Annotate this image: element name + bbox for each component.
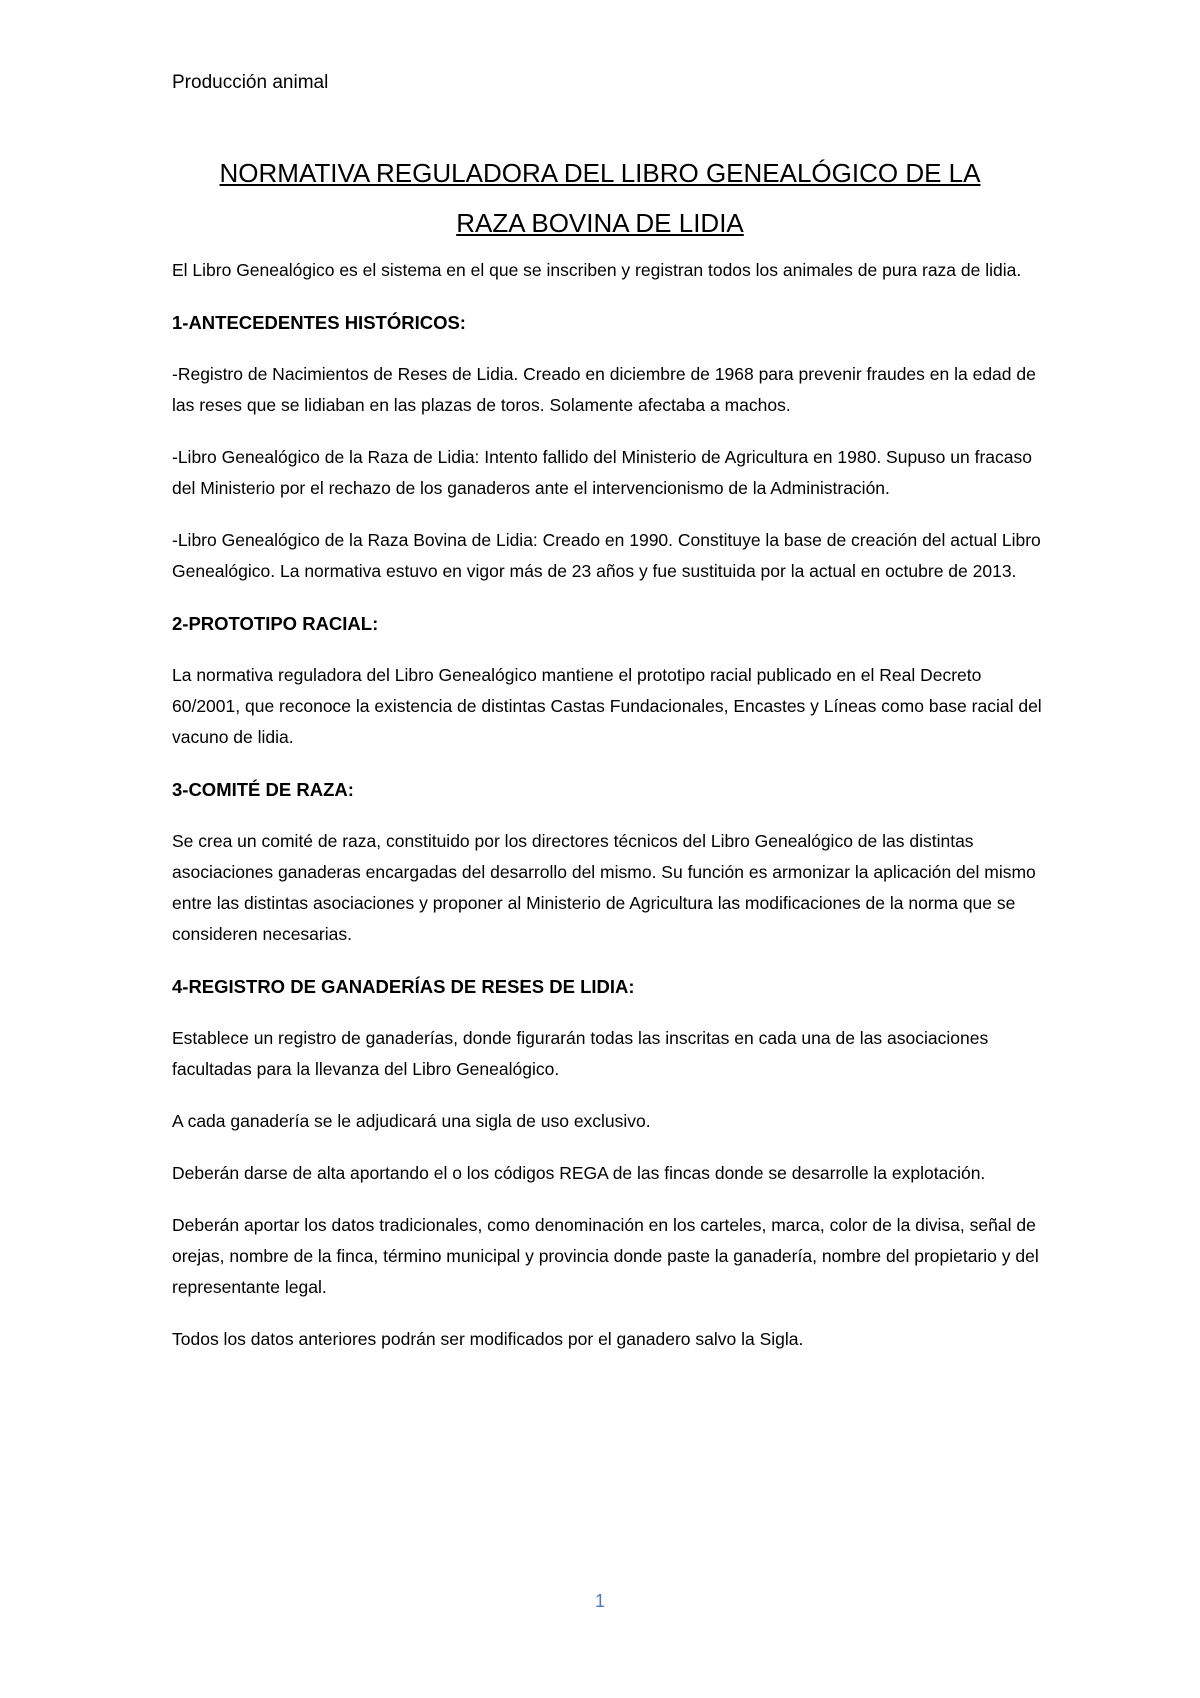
paragraph: La normativa reguladora del Libro Genealógico mantiene el prototipo racial publicado en el Real Decreto 60/2001, que reconoce la existencia de distintas Castas Fundacionales, Encastes y Líneas como base racial del vacuno de lidia.	[172, 665, 1042, 747]
paragraph: -Libro Genealógico de la Raza de Lidia: Intento fallido del Ministerio de Agricultura en 1980. Supuso un fracaso del Ministerio por el rechazo de los ganaderos ante el intervencionismo de la Administración.	[172, 447, 1032, 498]
paragraph: Se crea un comité de raza, constituido por los directores técnicos del Libro Genealógico de las distintas asociaciones ganaderas encargadas del desarrollo del mismo. Su función es armonizar la aplicación del mismo entre las distintas asociaciones y proponer al Ministerio de Agricultura las modificaciones de la norma que se consideren necesarias.	[172, 831, 1036, 944]
paragraph: Establece un registro de ganaderías, donde figurarán todas las inscritas en cada una de las asociaciones facultadas para la llevanza del Libro Genealógico.	[172, 1028, 989, 1079]
section-heading: 4-REGISTRO DE GANADERÍAS DE RESES DE LIDIA:	[172, 976, 635, 997]
paragraph: -Registro de Nacimientos de Reses de Lidia. Creado en diciembre de 1968 para prevenir fraudes en la edad de las reses que se lidiaban en las plazas de toros. Solamente afectaba a machos.	[172, 364, 1036, 415]
section-heading: 2-PROTOTIPO RACIAL:	[172, 613, 379, 634]
section-heading: 1-ANTECEDENTES HISTÓRICOS:	[172, 312, 466, 333]
title-line-1: NORMATIVA REGULADORA DEL LIBRO GENEALÓGICO DE LA	[219, 158, 981, 188]
paragraph: Deberán darse de alta aportando el o los códigos REGA de las fincas donde se desarrolle la explotación.	[172, 1163, 986, 1183]
section-heading: 3-COMITÉ DE RAZA:	[172, 779, 354, 800]
intro-paragraph: El Libro Genealógico es el sistema en el que se inscriben y registran todos los animales de pura raza de lidia.	[172, 260, 1022, 280]
title-line-2: RAZA BOVINA DE LIDIA	[456, 208, 744, 238]
paragraph: Todos los datos anteriores podrán ser modificados por el ganadero salvo la Sigla.	[172, 1329, 804, 1349]
page-header: Producción animal	[172, 72, 329, 93]
paragraph: Deberán aportar los datos tradicionales, como denominación en los carteles, marca, color de la divisa, señal de orejas, nombre de la finca, término municipal y provincia donde paste la ganadería, nombre del propietario y del representante legal.	[172, 1215, 1039, 1297]
page-number: 1	[594, 1591, 605, 1611]
paragraph: -Libro Genealógico de la Raza Bovina de Lidia: Creado en 1990. Constituye la base de creación del actual Libro Genealógico. La normativa estuvo en vigor más de 23 años y fue sustituida por la actual en octubre de 2013.	[172, 530, 1041, 581]
document-title	[150, 148, 1050, 248]
paragraph: A cada ganadería se le adjudicará una sigla de uso exclusivo.	[172, 1111, 651, 1131]
document-body	[172, 255, 1042, 1376]
